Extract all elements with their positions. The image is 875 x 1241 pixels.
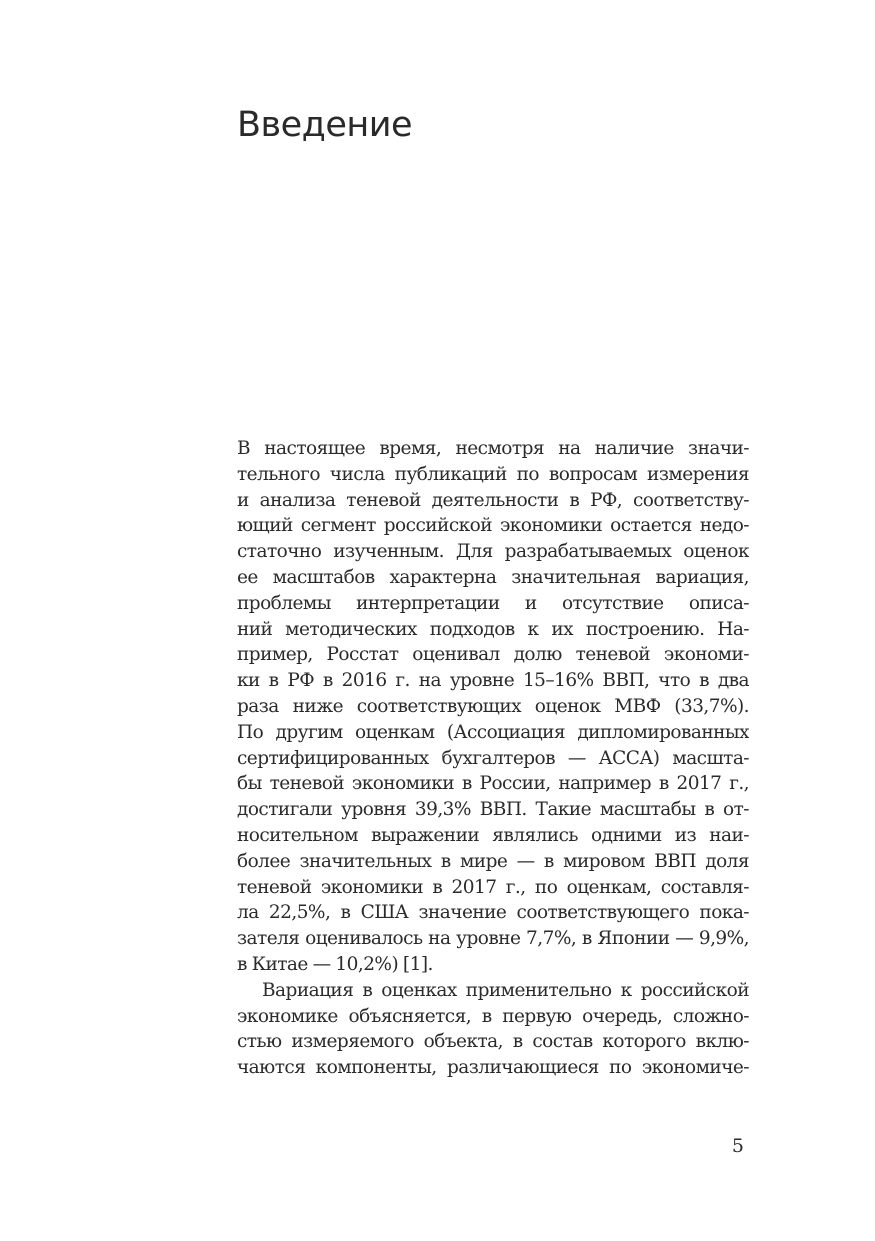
text-line: По другим оценкам (Ассоциация дипломированных <box>237 721 749 743</box>
chapter-heading: Введение <box>237 105 413 145</box>
text-line: и анализа теневой деятельности в РФ, соответству- <box>237 489 749 511</box>
text-line: достигали уровня 39,3% ВВП. Такие масштабы в от- <box>237 799 749 821</box>
text-line: зателя оценивалось на уровне 7,7%, в Японии — 9,9%, <box>237 928 749 950</box>
text-line: более значительных в мире — в мировом ВВП доля <box>237 850 749 872</box>
text-line: бы теневой экономики в России, например в 2017 г., <box>237 773 749 795</box>
text-line: тельного числа публикаций по вопросам измерения <box>237 463 749 485</box>
paragraph-1 <box>237 436 749 978</box>
paragraph-2 <box>237 978 749 1081</box>
text-line: ки в РФ в 2016 г. на уровне 15–16% ВВП, что в два <box>237 670 749 692</box>
text-line: стью измеряемого объекта, в состав которого вклю- <box>237 1031 749 1053</box>
text-line: чаются компоненты, различающиеся по экономиче- <box>237 1057 749 1079</box>
text-line: статочно изученным. Для разрабатываемых оценок <box>237 541 749 563</box>
text-line: экономике объясняется, в первую очередь, сложно- <box>237 1005 749 1027</box>
text-line: В настоящее время, несмотря на наличие значи- <box>237 438 749 459</box>
text-line: ее масштабов характерна значительная вариация, <box>237 566 749 588</box>
text-line: сертифицированных бухгалтеров — АССА) масшта- <box>237 747 749 769</box>
text-line: носительном выражении являлись одними из наи- <box>237 824 749 846</box>
text-line: Вариация в оценках применительно к российской <box>262 979 749 1001</box>
text-line: ла 22,5%, в США значение соответствующего пока- <box>237 902 749 924</box>
body-text <box>237 436 749 1081</box>
text-line: в Китае — 10,2%) [1]. <box>237 953 433 975</box>
text-line: проблемы интерпретации и отсутствие описа- <box>237 592 749 614</box>
text-line: пример, Росстат оценивал долю теневой экономи- <box>237 644 749 666</box>
page-number: 5 <box>731 1135 744 1157</box>
text-line: ющий сегмент российской экономики остается недо- <box>237 515 749 537</box>
text-line: ний методических подходов к их построению. На- <box>237 618 749 640</box>
text-line: теневой экономики в 2017 г., по оценкам, составля- <box>237 876 749 898</box>
text-line: раза ниже соответствующих оценок МВФ (33,7%). <box>237 695 749 717</box>
